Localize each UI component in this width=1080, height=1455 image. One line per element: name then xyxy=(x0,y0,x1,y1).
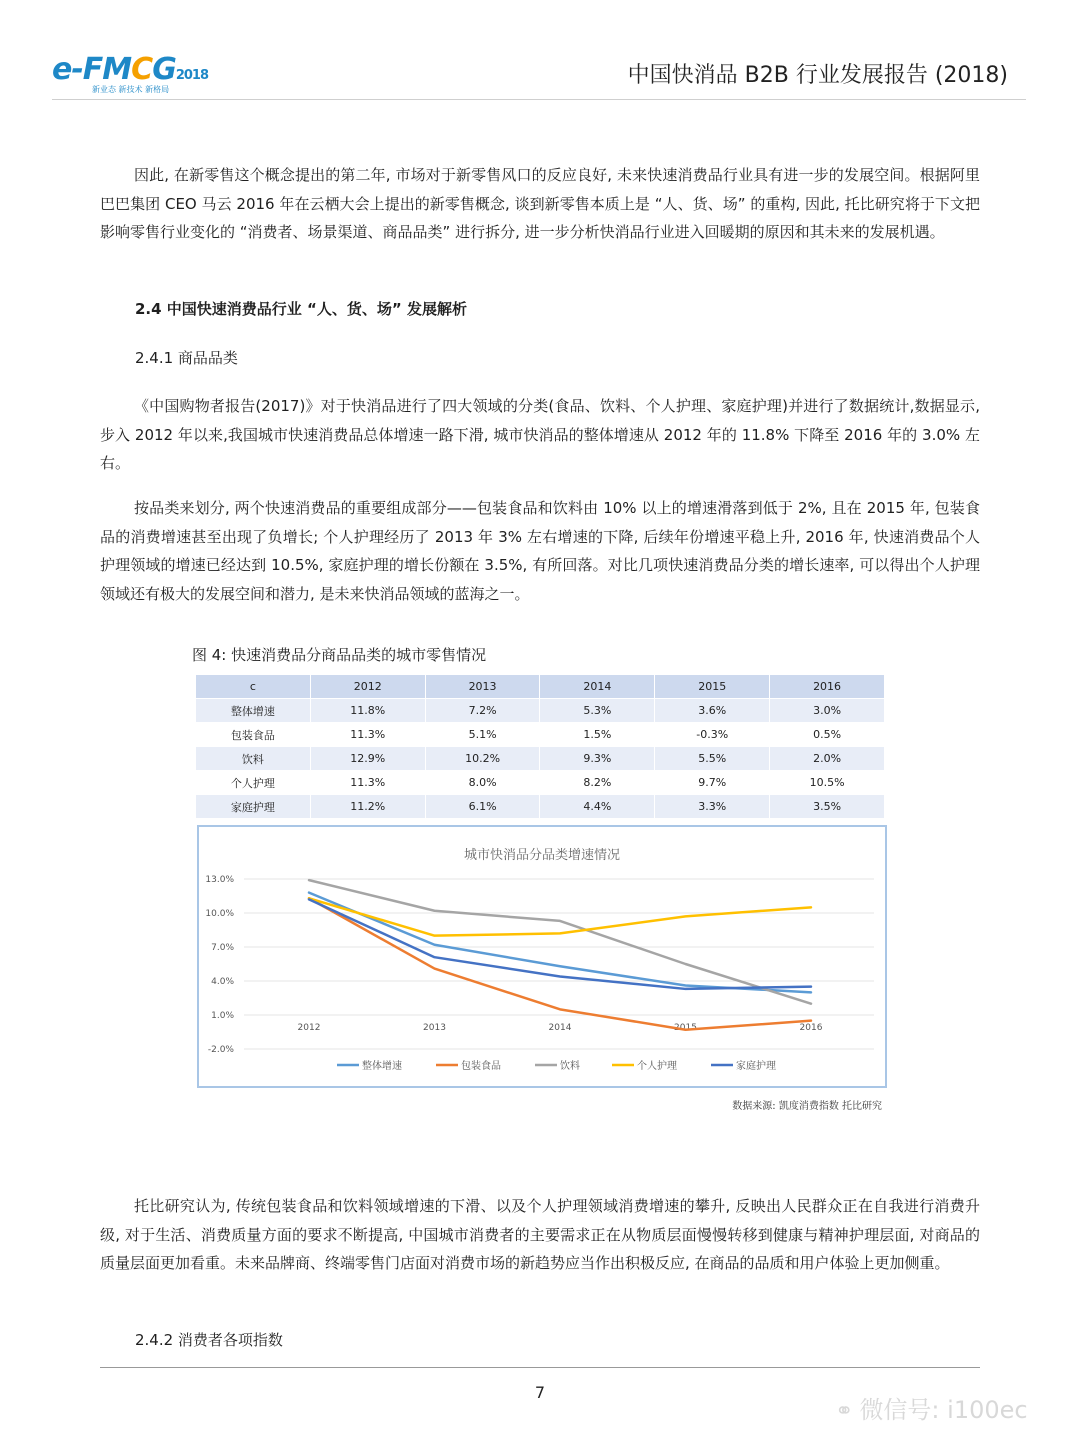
legend-label: 包装食品 xyxy=(461,1061,501,1072)
table-row xyxy=(196,723,885,747)
x-tick-label: 2013 xyxy=(423,1023,446,1033)
y-tick-label: 1.0% xyxy=(211,1011,234,1021)
paragraph-shopper-report: 《中国购物者报告(2017)》对于快消品进行了四大领域的分类(食品、饮料、个人护理、家庭护理)并进行了数据统计,数据显示,步入 2012 年以来,我国城市快速消费品总体增速一路下滑, 城市快消品的整体增速从 2012 年的 11.8% 下降至 2016 年的 3.0% 左右。 xyxy=(100,397,980,472)
series-line xyxy=(309,898,811,1029)
table-cell: 9.7% xyxy=(655,771,770,795)
table-cell: -0.3% xyxy=(655,723,770,747)
logo-wordmark: e-FMCG2018 xyxy=(52,52,208,87)
watermark xyxy=(835,1390,1028,1425)
legend-label: 个人护理 xyxy=(637,1061,677,1072)
table-cell: 8.2% xyxy=(540,771,655,795)
table-year-header: 2012 xyxy=(310,675,425,699)
table-cell: 11.2% xyxy=(310,795,425,819)
table-corner-cell: c xyxy=(196,675,311,699)
legend-label: 整体增速 xyxy=(362,1061,402,1072)
legend-label: 饮料 xyxy=(560,1061,580,1072)
table-row-label: 饮料 xyxy=(196,747,311,771)
report-title: 中国快消品 B2B 行业发展报告 (2018) xyxy=(627,63,1008,88)
line-chart xyxy=(199,827,885,1086)
table-cell: 10.2% xyxy=(425,747,540,771)
table-cell: 3.3% xyxy=(655,795,770,819)
table-row-label: 包装食品 xyxy=(196,723,311,747)
line-chart-frame xyxy=(197,825,887,1088)
table-row-label: 家庭护理 xyxy=(196,795,311,819)
table-cell: 7.2% xyxy=(425,699,540,723)
table-row xyxy=(196,747,885,771)
series-line xyxy=(309,898,811,935)
table-row xyxy=(196,771,885,795)
table-cell: 11.3% xyxy=(310,771,425,795)
table-header-row xyxy=(196,675,885,699)
table-cell: 10.5% xyxy=(770,771,885,795)
y-tick-label: 10.0% xyxy=(205,909,234,919)
table-cell: 5.3% xyxy=(540,699,655,723)
table-cell: 5.1% xyxy=(425,723,540,747)
logo-tagline: 新业态 新技术 新格局 xyxy=(92,85,170,94)
header-divider xyxy=(52,99,1026,100)
table-cell: 12.9% xyxy=(310,747,425,771)
footer-divider xyxy=(100,1367,980,1368)
data-source-note: 数据来源: 凯度消费指数 托比研究 xyxy=(732,1101,882,1112)
paragraph-conclusion: 托比研究认为, 传统包装食品和饮料领域增速的下滑、以及个人护理领域消费增速的攀升, 反映出人民群众正在自我进行消费升级, 对于生活、消费质量方面的要求不断提高, 中国城市消费者的主要需求正在从物质层面慢慢转移到健康与精神护理层面, 对商品的质量层面更加看重。未来品牌商、终端零售门店面对消费市场的新趋势应当作出积极反应, 在商品的品质和用户体验上更加侧重。 xyxy=(100,1197,980,1272)
chart-title: 城市快消品分品类增速情况 xyxy=(463,848,621,863)
table-cell: 5.5% xyxy=(655,747,770,771)
table-cell: 3.6% xyxy=(655,699,770,723)
subsection-heading-2-4-1: 2.4.1 商品品类 xyxy=(135,349,238,367)
table-row xyxy=(196,699,885,723)
y-tick-label: 7.0% xyxy=(211,943,234,953)
table-row-label: 整体增速 xyxy=(196,699,311,723)
table-cell: 3.0% xyxy=(770,699,885,723)
y-tick-label: -2.0% xyxy=(207,1045,234,1055)
table-cell: 11.8% xyxy=(310,699,425,723)
legend-label: 家庭护理 xyxy=(736,1061,776,1072)
paragraph-intro: 因此, 在新零售这个概念提出的第二年, 市场对于新零售风口的反应良好, 未来快速消费品行业具有进一步的发展空间。根据阿里巴巴集团 CEO 马云 2016 年在云栖大会上提出的新零售概念, 谈到新零售本质上是 “人、货、场” 的重构, 因此, 托比研究将于下文把影响零售行业变化的 “消费者、场景渠道、商品品类” 进行拆分, 进一步分析快消品行业进入回暖期的原因和其未来的发展机遇。 xyxy=(100,166,980,241)
table-row xyxy=(196,795,885,819)
subsection-heading-2-4-2: 2.4.2 消费者各项指数 xyxy=(135,1331,283,1349)
logo xyxy=(52,52,212,96)
y-tick-label: 4.0% xyxy=(211,977,234,987)
wechat-icon: ⚭ xyxy=(835,1399,854,1424)
table-cell: 9.3% xyxy=(540,747,655,771)
x-tick-label: 2016 xyxy=(799,1023,823,1033)
table-cell: 3.5% xyxy=(770,795,885,819)
figure-caption: 图 4: 快速消费品分商品品类的城市零售情况 xyxy=(192,646,487,664)
table-year-header: 2013 xyxy=(425,675,540,699)
table-cell: 0.5% xyxy=(770,723,885,747)
table-cell: 1.5% xyxy=(540,723,655,747)
paragraph-category-analysis: 按品类来划分, 两个快速消费品的重要组成部分——包装食品和饮料由 10% 以上的增速滑落到低于 2%, 且在 2015 年, 包装食品的消费增速甚至出现了负增长; 个人护理经历了 2013 年 3% 左右增速的下降, 后续年份增速平稳上升, 2016 年, 快速消费品个人护理领域的增速已经达到 10.5%, 家庭护理的增长份额在 3.5%, 有所回落。对比几项快速消费品分类的增长速率, 可以得出个人护理领域还有极大的发展空间和潜力, 是未来快消品领域的蓝海之一。 xyxy=(100,499,980,603)
watermark-text: 微信号: i100ec xyxy=(859,1396,1028,1424)
table-year-header: 2014 xyxy=(540,675,655,699)
y-tick-label: 13.0% xyxy=(205,875,234,885)
table-year-header: 2016 xyxy=(770,675,885,699)
data-table xyxy=(195,674,885,819)
x-tick-label: 2012 xyxy=(297,1023,321,1033)
x-tick-label: 2014 xyxy=(548,1023,572,1033)
section-heading-2-4: 2.4 中国快速消费品行业 “人、货、场” 发展解析 xyxy=(135,300,467,318)
table-year-header: 2015 xyxy=(655,675,770,699)
table-cell: 11.3% xyxy=(310,723,425,747)
page-number: 7 xyxy=(534,1383,546,1402)
table-row-label: 个人护理 xyxy=(196,771,311,795)
table-cell: 2.0% xyxy=(770,747,885,771)
table-cell: 8.0% xyxy=(425,771,540,795)
series-line xyxy=(309,880,811,1004)
table-cell: 4.4% xyxy=(540,795,655,819)
table-cell: 6.1% xyxy=(425,795,540,819)
x-tick-label: 2015 xyxy=(674,1023,697,1033)
